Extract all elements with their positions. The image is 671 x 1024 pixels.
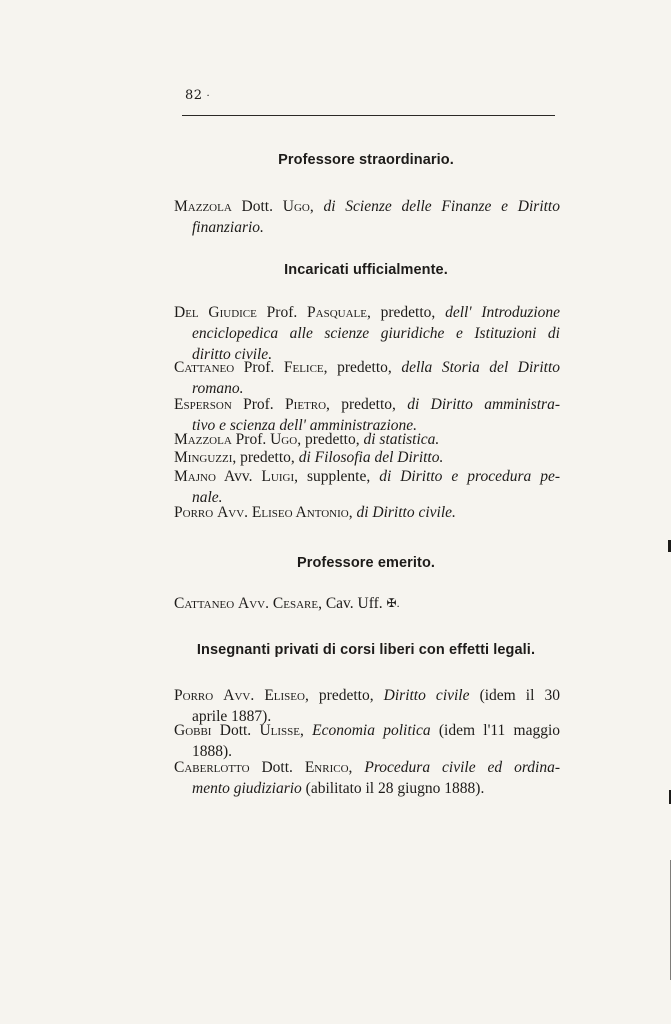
entry-line: finanziario.	[192, 219, 264, 236]
entry-line: Mazzola Dott. Ugo, di Scienze delle Finanze e Diritto	[174, 198, 560, 215]
page-number-value: 82	[185, 88, 203, 103]
entry-esperson: Esperson Prof. Pietro, predetto, di Diritto amministra- tivo e scienza dell' amministrazione.	[174, 396, 560, 434]
entry-gobbi: Gobbi Dott. Ulisse, Economia politica (idem l'11 maggio 1888).	[174, 722, 561, 760]
entry-del-giudice: Del Giudice Prof. Pasquale, predetto, dell' Introduzione enciclopedica alle scienze giuridiche e Istituzioni di diritto civile.	[174, 304, 561, 363]
page-number-mark: ·	[206, 91, 211, 102]
heading-professore-straordinario: Professore straordinario.	[278, 152, 454, 168]
entry-cattaneo-cesare: Cattaneo Avv. Cesare, Cav. Uff. ✠.	[174, 595, 400, 612]
entry-mazzola-statistica: Mazzola Prof. Ugo, predetto, di statistica.	[174, 431, 440, 448]
header-rule	[182, 115, 555, 116]
heading-insegnanti-privati: Insegnanti privati di corsi liberi con effetti legali.	[196, 642, 536, 658]
entry-minguzzi: Minguzzi, predetto, di Filosofia del Diritto.	[174, 449, 444, 466]
heading-professore-emerito: Professore emerito.	[296, 555, 436, 571]
entry-porro-eliseo: Porro Avv. Eliseo, predetto, Diritto civile (idem il 30 aprile 1887).	[174, 687, 560, 725]
heading-incaricati-ufficialmente: Incaricati ufficialmente.	[284, 262, 448, 278]
cross-icon: ✠.	[386, 596, 400, 610]
entry-porro-antonio: Porro Avv. Eliseo Antonio, di Diritto civile.	[174, 504, 456, 521]
entry-cattaneo-felice: Cattaneo Prof. Felice, predetto, della Storia del Diritto romano.	[174, 359, 561, 397]
entry-mazzola-straordinario	[174, 196, 560, 238]
page-number	[185, 88, 210, 103]
entry-caberlotto: Caberlotto Dott. Enrico, Procedura civile ed ordina- mento giudiziario (abilitato il 28 giugno 1888).	[174, 759, 560, 797]
entry-majno: Majno Avv. Luigi, supplente, di Diritto e procedura pe- nale.	[174, 468, 560, 506]
